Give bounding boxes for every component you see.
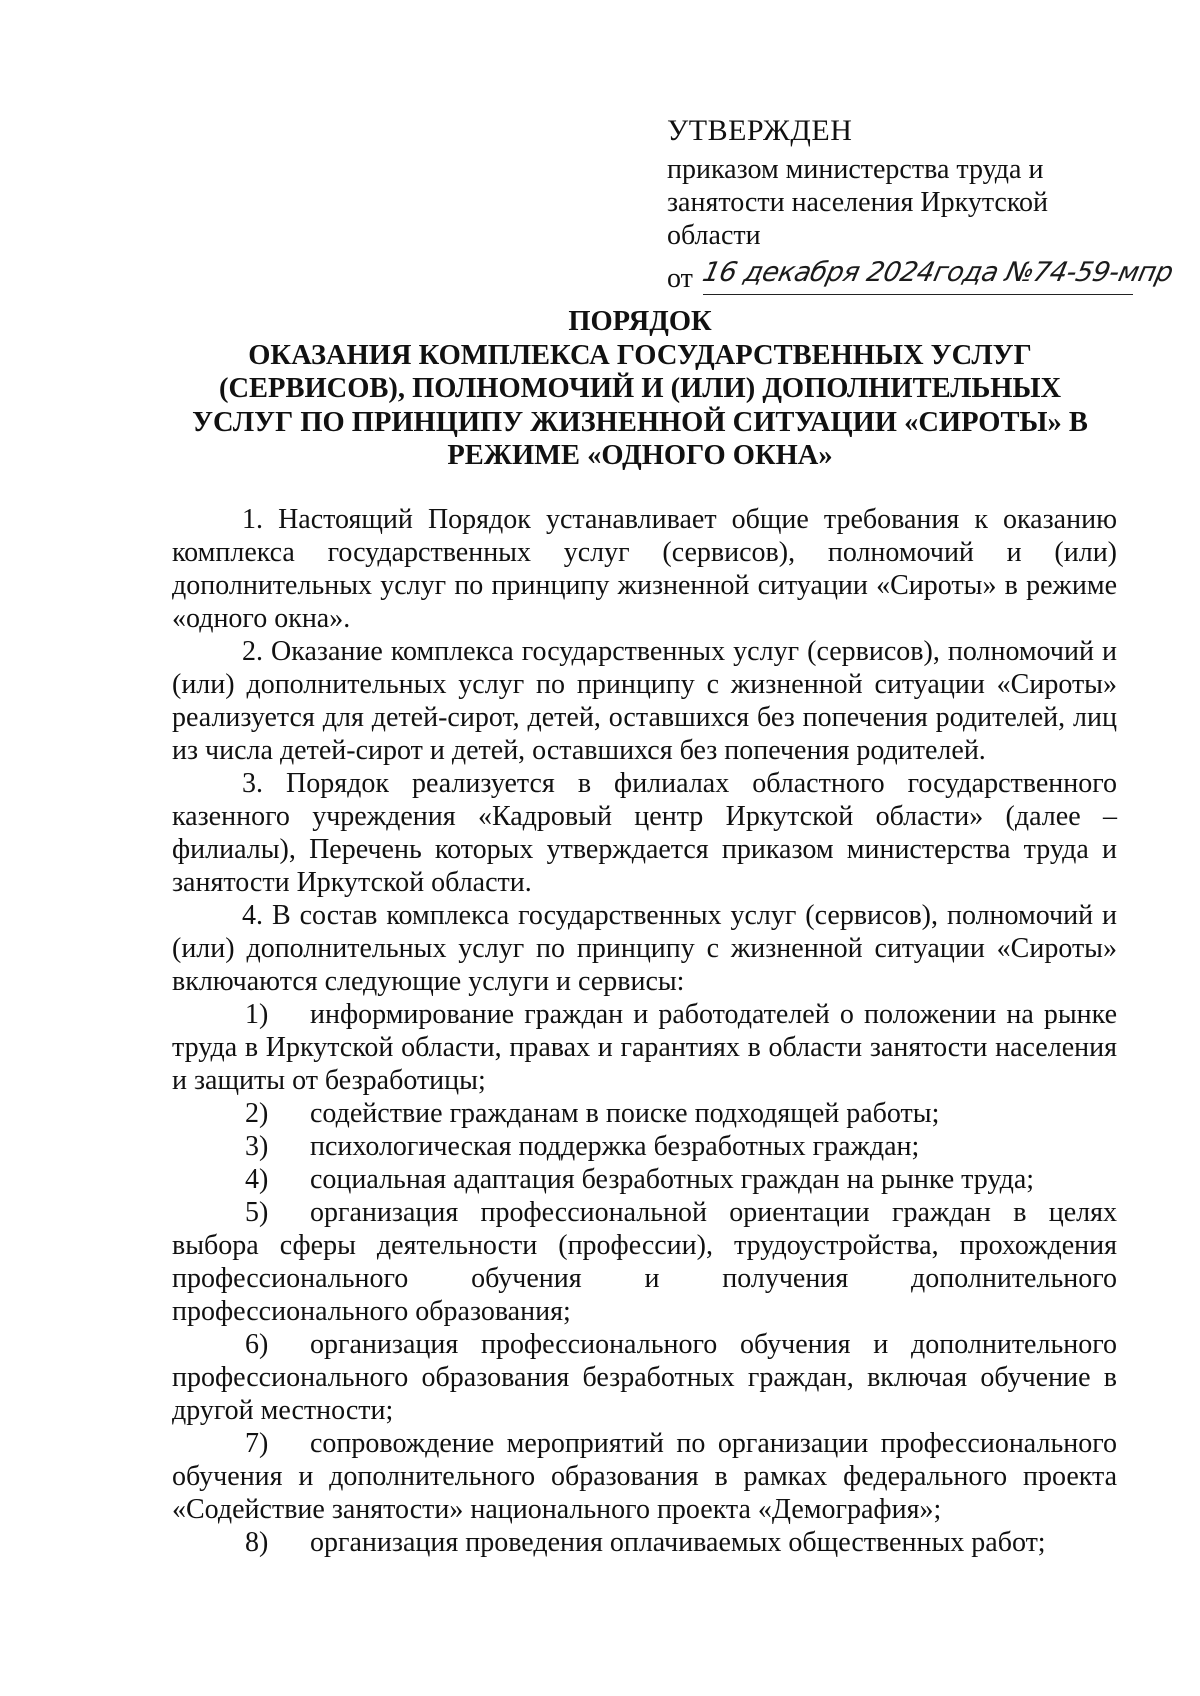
list-item-text: содействие гражданам в поиске подходящей работы; bbox=[310, 1098, 940, 1129]
approval-date-line bbox=[667, 254, 1176, 298]
list-item-text: психологическая поддержка безработных граждан; bbox=[310, 1131, 920, 1162]
document-body bbox=[172, 503, 1117, 1559]
list-item-number: 7) bbox=[245, 1428, 269, 1459]
list-item-number: 2) bbox=[245, 1098, 269, 1129]
document-title bbox=[170, 305, 1110, 473]
list-item-6 bbox=[172, 1328, 1117, 1427]
list-item-2 bbox=[172, 1097, 1117, 1130]
title-line-2: ОКАЗАНИЯ КОМПЛЕКСА ГОСУДАРСТВЕННЫХ УСЛУГ bbox=[248, 339, 1032, 371]
title-line-1: ПОРЯДОК bbox=[568, 306, 712, 337]
list-item-8 bbox=[172, 1526, 1117, 1559]
list-item-5 bbox=[172, 1196, 1117, 1328]
list-item-1 bbox=[172, 998, 1117, 1097]
list-item-number: 8) bbox=[245, 1527, 269, 1558]
list-item-text: социальная адаптация безработных граждан на рынке труда; bbox=[310, 1164, 1035, 1195]
paragraph-1: 1. Настоящий Порядок устанавливает общие требования к оказанию комплекса государственных услуг (сервисов), полномочий и (или) дополнительных услуг по принципу жизненной ситуации «Сироты» в режиме «одного окна». bbox=[172, 504, 1117, 634]
list-item-text: информирование граждан и работодателей о положении на рынке труда в Иркутской области, правах и гарантиях в области занятости населения и защиты от безработицы; bbox=[172, 999, 1117, 1096]
list-item-number: 5) bbox=[245, 1197, 269, 1228]
list-item-text: организация проведения оплачиваемых общественных работ; bbox=[310, 1527, 1046, 1558]
approval-line-1: приказом министерства труда и bbox=[667, 154, 1044, 185]
list-item-4 bbox=[172, 1163, 1117, 1196]
paragraph-3: 3. Порядок реализуется в филиалах областного государственного казенного учреждения «Кадровый центр Иркутской области» (далее – филиалы), Перечень которых утверждается приказом министерства труда и занятости Иркутской области. bbox=[172, 768, 1117, 898]
title-line-5: РЕЖИМЕ «ОДНОГО ОКНА» bbox=[447, 440, 833, 471]
list-item-number: 1) bbox=[245, 999, 269, 1030]
title-line-4: УСЛУГ ПО ПРИНЦИПУ ЖИЗНЕННОЙ СИТУАЦИИ «СИРОТЫ» В bbox=[192, 406, 1088, 438]
title-line-3: (СЕРВИСОВ), ПОЛНОМОЧИЙ И (ИЛИ) ДОПОЛНИТЕЛЬНЫХ bbox=[218, 373, 1062, 404]
list-item-text: организация профессиональной ориентации граждан в целях выбора сферы деятельности (профессии), трудоустройства, прохождения профессионального обучения и получения дополнительного профессионального образования; bbox=[172, 1197, 1117, 1327]
approval-line-2: занятости населения Иркутской bbox=[667, 187, 1049, 218]
paragraph-2: 2. Оказание комплекса государственных услуг (сервисов), полномочий и (или) дополнительных услуг по принципу с жизненной ситуации «Сироты» реализуется для детей-сирот, детей, оставшихся без попечения родителей, лиц из числа детей-сирот и детей, оставшихся без попечения родителей. bbox=[172, 636, 1117, 766]
approval-line-3: области bbox=[667, 220, 761, 251]
approval-date-underline bbox=[703, 294, 1133, 295]
approval-stamp: УТВЕРЖДЕН bbox=[667, 114, 853, 147]
list-item-number: 6) bbox=[245, 1329, 269, 1360]
paragraph-4: 4. В состав комплекса государственных услуг (сервисов), полномочий и (или) дополнительных услуг по принципу с жизненной ситуации «Сироты» включаются следующие услуги и сервисы: bbox=[172, 900, 1117, 997]
list-item-text: сопровождение мероприятий по организации профессионального обучения и дополнительного образования в рамках федерального проекта «Содействие занятости» национального проекта «Демография»; bbox=[172, 1428, 1117, 1525]
list-item-text: организация профессионального обучения и дополнительного профессионального образования безработных граждан, включая обучение в другой местности; bbox=[172, 1329, 1117, 1426]
approval-date-handwritten: 16 декабря 2024года №74-59-мпр bbox=[699, 257, 1176, 288]
list-item-3 bbox=[172, 1130, 1117, 1163]
approval-date-prefix: от bbox=[667, 263, 693, 294]
list-item-7 bbox=[172, 1427, 1117, 1526]
approval-block bbox=[667, 112, 1176, 298]
list-item-number: 3) bbox=[245, 1131, 269, 1162]
list-item-number: 4) bbox=[245, 1164, 269, 1195]
